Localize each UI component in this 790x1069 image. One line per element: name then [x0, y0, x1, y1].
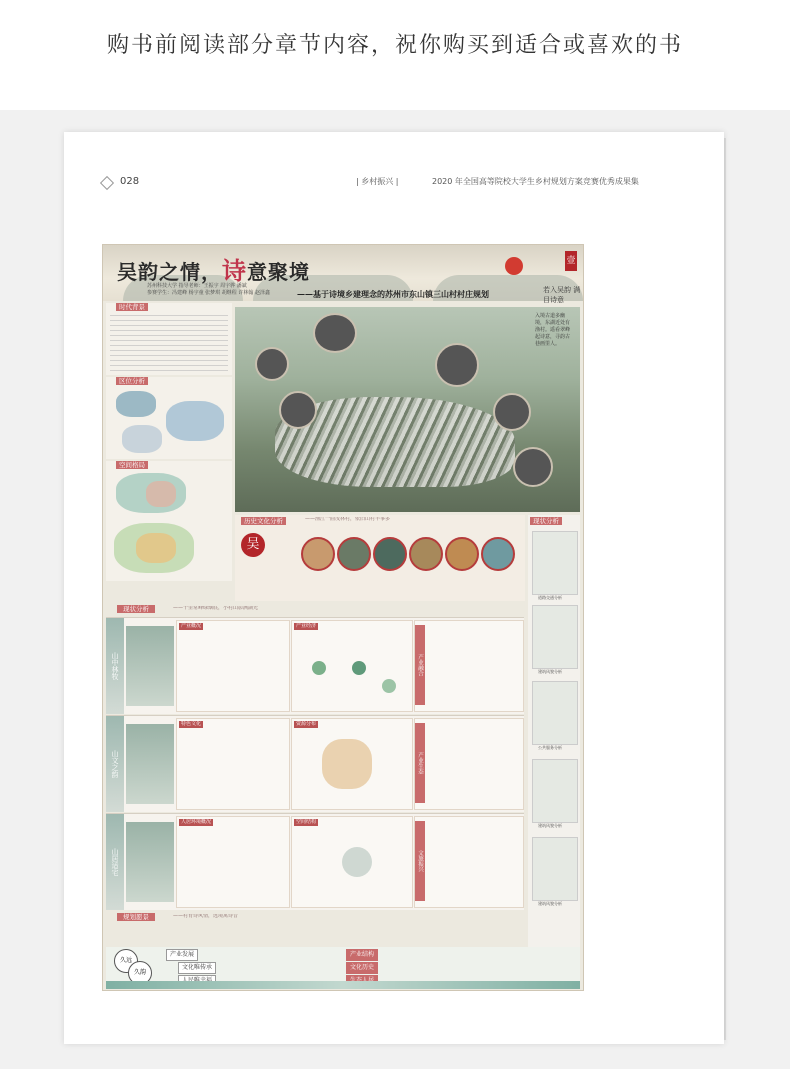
map-caption: 建筑风貌分析	[538, 901, 562, 906]
analysis-row	[106, 617, 524, 714]
mini-header: 人居环境概况	[181, 819, 212, 825]
row-tag: 产业生态	[415, 723, 425, 803]
banner-text: 购书前阅读部分章节内容，祝你购买到适合或喜欢的书	[106, 33, 683, 58]
poster-header	[103, 245, 583, 304]
row-tag: 文旅振兴	[415, 821, 425, 901]
vignette-photo	[279, 391, 317, 429]
culture-seal-icon: 吴	[241, 533, 265, 557]
chart-dot	[342, 847, 372, 877]
history-photo	[445, 537, 479, 571]
section-header: 规划愿景	[117, 913, 155, 921]
history-photo	[373, 537, 407, 571]
poster-tagline: 若入吴韵 满目诗意	[543, 286, 581, 304]
section-header: 空间格局	[116, 461, 148, 469]
vision-circle: 久远	[114, 949, 138, 973]
sub-panel	[176, 718, 290, 810]
row-label: 山中林牧	[106, 618, 124, 714]
plan-label: 产业发展	[166, 949, 198, 961]
map-shape	[116, 391, 156, 417]
chart-dot	[382, 679, 396, 693]
plan-label: 文化唯传承	[178, 962, 216, 974]
map-shape	[122, 425, 162, 453]
diamond-icon	[100, 176, 114, 190]
section-header: 现状分析	[117, 605, 155, 613]
section-header: 时代背景	[116, 303, 148, 311]
map-caption: 公共服务分析	[538, 745, 562, 750]
mini-header: 资源分布	[296, 721, 317, 727]
vignette-photo	[255, 347, 289, 381]
analysis-map	[532, 759, 578, 823]
analysis-map	[532, 531, 578, 595]
section-header: 历史文化分析	[241, 517, 286, 525]
map-shape	[322, 739, 372, 789]
collection-title: 2020 年全国高等院校大学生乡村规划方案竞赛优秀成果集	[432, 177, 639, 186]
red-seal: 壹	[565, 251, 577, 271]
section-subtitle: ——渔江一曲茂林村，依旧山村半事多	[305, 517, 391, 522]
plan-label: 文化历史	[346, 962, 378, 974]
section-header: 现状分析	[530, 517, 562, 525]
plan-label: 产业结构	[346, 949, 378, 961]
chart-dot	[352, 661, 366, 675]
sub-panel	[176, 620, 290, 712]
landscape-image	[126, 822, 174, 902]
sub-panel	[414, 718, 524, 810]
map-caption: 建筑风貌分析	[538, 669, 562, 674]
section-name: | 乡村振兴 |	[356, 177, 399, 186]
row-label: 山文之韵	[106, 716, 124, 812]
poster-title: 吴韵之情，诗意聚境	[117, 256, 310, 285]
sub-panel	[291, 816, 413, 908]
sub-panel	[414, 620, 524, 712]
section-header: 区位分析	[116, 377, 148, 385]
sub-panel	[291, 620, 413, 712]
red-sun-icon	[505, 257, 523, 275]
location-section	[106, 377, 232, 459]
section-subtitle: ——村育诗风情，远境寓诗音	[173, 914, 239, 919]
running-head	[102, 176, 684, 192]
vignette-photo	[493, 393, 531, 431]
history-section	[235, 515, 525, 601]
map-shape	[136, 533, 176, 563]
analysis-map	[532, 605, 578, 669]
poster-image	[102, 244, 584, 991]
section-subtitle: ——十里常峰绿烟底，小村山影满湖光	[173, 606, 259, 611]
wave-decoration	[106, 981, 580, 989]
sub-panel	[176, 816, 290, 908]
landscape-image	[126, 724, 174, 804]
hero-poem: 入境古道多幽境，东湖近处有渔村。遥看翠峰起诗意，寻韵古巷画里人。	[535, 313, 571, 347]
vignette-photo	[513, 447, 553, 487]
map-caption: 建筑风貌分析	[538, 823, 562, 828]
poster-subtitle: ——基于诗境乡建理念的苏州市东山镇三山村村庄规划	[297, 289, 489, 299]
plan-vision-section	[106, 947, 580, 989]
spatial-section	[106, 461, 232, 581]
sub-panel	[414, 816, 524, 908]
analysis-map	[532, 681, 578, 745]
background-section	[106, 303, 232, 375]
analysis-row	[106, 715, 524, 812]
history-photo	[409, 537, 443, 571]
map-shape	[166, 401, 224, 441]
chart-dot	[312, 661, 326, 675]
mini-header: 产业经济	[296, 623, 317, 629]
vision-circle: 久韵	[128, 961, 152, 985]
page-number: 028	[120, 176, 140, 187]
row-tag: 产业融合	[415, 625, 425, 705]
mini-header: 空间结构	[296, 819, 317, 825]
landscape-image	[126, 626, 174, 706]
preview-banner	[0, 0, 790, 110]
analysis-row	[106, 813, 524, 910]
vignette-photo	[435, 343, 479, 387]
analysis-map	[532, 837, 578, 901]
map-caption: 道路交通分析	[538, 595, 562, 600]
mini-header: 特色文化	[181, 721, 202, 727]
mini-header: 产业概况	[181, 623, 202, 629]
book-page	[64, 132, 724, 1044]
vignette-photo	[313, 313, 357, 353]
history-photo	[301, 537, 335, 571]
aerial-village-view	[235, 307, 580, 512]
status-right-column	[528, 515, 580, 955]
poster-authors: 苏州科技大学 指导老师：王振宇 周宇骅 潘斌 参赛学生：冯建峰 杨宇童 张梦琪 胡继程 许林翰 赵泽鑫	[147, 283, 270, 296]
row-label: 山居适宅	[106, 814, 124, 910]
history-photo	[481, 537, 515, 571]
history-photo	[337, 537, 371, 571]
text-block	[110, 315, 228, 371]
sub-panel	[291, 718, 413, 810]
map-shape	[146, 481, 176, 507]
